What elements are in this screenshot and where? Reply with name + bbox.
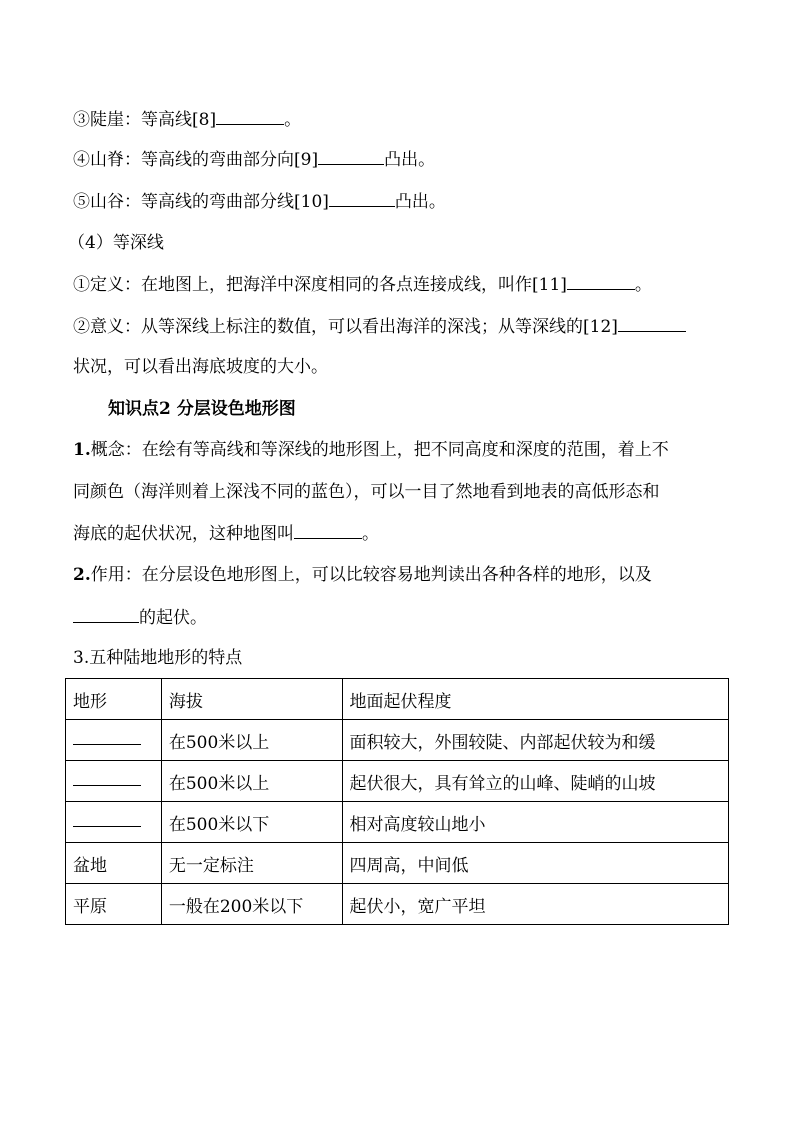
relief-cell: 起伏小，宽广平坦: [342, 884, 728, 925]
line-ridge: ④山脊：等高线的弯曲部分向[9] 凸出。: [73, 150, 436, 170]
altitude-cell: 在500米以下: [161, 802, 342, 843]
table-row: [66, 884, 729, 925]
relief-cell: 起伏很大，具有耸立的山峰、陡峭的山坡: [342, 761, 728, 802]
table-row: [66, 802, 729, 843]
function-paragraph-line2: 的起伏。: [73, 606, 207, 629]
landform-table: [65, 678, 729, 925]
ridge-text: ④山脊：等高线的弯曲部分向[9]: [73, 150, 319, 170]
cliff-text: ③陡崖：等高线[8]: [73, 110, 217, 130]
table-row: [66, 761, 729, 802]
line-cliff: ③陡崖：等高线[8] 。: [73, 110, 302, 130]
line-isobath-definition: ①定义：在地图上，把海洋中深度相同的各点连接成线，叫作[11] 。: [73, 275, 652, 295]
terrain-blank-cell[interactable]: [66, 802, 162, 843]
answer-blank-map-name[interactable]: [294, 522, 362, 539]
terrain-blank-cell[interactable]: [66, 761, 162, 802]
function-paragraph-line1: 2.作用：在分层设色地形图上，可以比较容易地判读出各种各样的地形，以及: [73, 565, 652, 585]
concept-paragraph-line2: 同颜色（海洋则着上深浅不同的蓝色），可以一目了然地看到地表的高低形态和: [73, 482, 660, 502]
concept-paragraph-line1: 1.概念：在绘有等高线和等深线的地形图上，把不同高度和深度的范围，着上不: [73, 440, 669, 460]
altitude-cell: 在500米以上: [161, 720, 342, 761]
altitude-cell: 无一定标注: [161, 843, 342, 884]
table-header-row: [66, 679, 729, 720]
answer-blank-terrain-2[interactable]: [73, 771, 141, 786]
section-isobath-title: （4）等深线: [68, 233, 164, 253]
valley-text: ⑤山谷：等高线的弯曲部分线[10]: [73, 192, 329, 212]
landform-table-caption: 3.五种陆地地形的特点: [73, 648, 243, 668]
altitude-cell: 在500米以上: [161, 761, 342, 802]
answer-blank-relief[interactable]: [73, 606, 139, 623]
answer-blank-terrain-1[interactable]: [73, 730, 141, 745]
altitude-cell: 一般在200米以下: [161, 884, 342, 925]
header-terrain: 地形: [66, 679, 162, 720]
relief-cell: 相对高度较山地小: [342, 802, 728, 843]
line-isobath-meaning-cont: 状况，可以看出海底坡度的大小。: [73, 357, 328, 377]
answer-blank-9[interactable]: [318, 148, 384, 165]
line-isobath-meaning: ②意义：从等深线上标注的数值，可以看出海洋的深浅；从等深线的[12]: [73, 315, 686, 338]
answer-blank-11[interactable]: [567, 273, 635, 290]
table-row: [66, 843, 729, 884]
concept-paragraph-line3: 海底的起伏状况，这种地图叫 。: [73, 524, 379, 544]
terrain-cell: 平原: [66, 884, 162, 925]
relief-cell: 四周高，中间低: [342, 843, 728, 884]
header-altitude: 海拔: [161, 679, 342, 720]
answer-blank-10[interactable]: [329, 190, 395, 207]
header-relief: 地面起伏程度: [342, 679, 728, 720]
knowledge-point-2-heading: 知识点2 分层设色地形图: [108, 399, 296, 419]
table-row: [66, 720, 729, 761]
terrain-cell: 盆地: [66, 843, 162, 884]
answer-blank-8[interactable]: [216, 108, 284, 125]
answer-blank-12[interactable]: [618, 315, 686, 332]
relief-cell: 面积较大，外围较陡、内部起伏较为和缓: [342, 720, 728, 761]
line-valley: ⑤山谷：等高线的弯曲部分线[10] 凸出。: [73, 192, 446, 212]
terrain-blank-cell[interactable]: [66, 720, 162, 761]
answer-blank-terrain-3[interactable]: [73, 812, 141, 827]
